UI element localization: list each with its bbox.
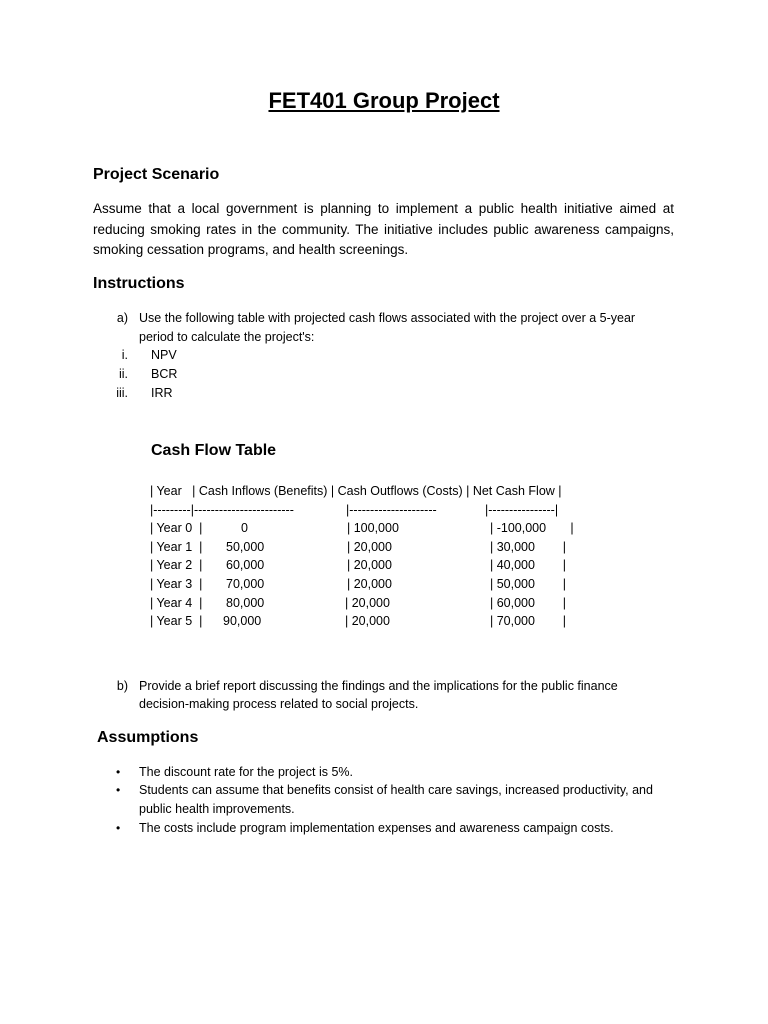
instruction-a-line2: period to calculate the project's:	[139, 330, 315, 344]
page-title: FET401 Group Project	[268, 88, 500, 113]
list-marker-ii: ii.	[118, 367, 128, 381]
table-separator-row	[150, 502, 559, 522]
year-cell: | Year 3 |	[150, 576, 203, 591]
net-cell: | 30,000 |	[490, 539, 566, 554]
year-cell: | Year 4 |	[150, 595, 203, 610]
scenario-heading: Project Scenario	[93, 166, 220, 183]
table-header-row	[150, 484, 562, 503]
table-row	[150, 558, 566, 577]
instruction-b-line1: Provide a brief report discussing the findings and the implications for the public finance	[139, 679, 618, 693]
assumptions-heading: Assumptions	[97, 729, 199, 746]
year-cell: | Year 0 |	[150, 521, 203, 536]
year-cell: | Year 2 |	[150, 558, 203, 573]
sub-item-npv: NPV	[151, 348, 177, 362]
outflow-cell: | 20,000	[345, 614, 390, 629]
instruction-a-line1: Use the following table with projected cash flows associated with the project over a 5-year	[139, 311, 636, 325]
net-cell: | 50,000 |	[490, 576, 566, 591]
cash-flow-table	[150, 484, 574, 633]
bullet-icon: •	[116, 765, 121, 779]
year-cell: | Year 1 |	[150, 539, 203, 554]
outflow-cell: | 20,000	[345, 595, 390, 610]
year-cell: | Year 5 |	[150, 614, 203, 629]
cash-flow-heading: Cash Flow Table	[151, 442, 277, 459]
net-cell: | 60,000 |	[490, 595, 566, 610]
outflow-cell: | 20,000	[347, 558, 392, 573]
list-marker-b: b)	[116, 679, 128, 693]
instructions-heading: Instructions	[93, 275, 185, 292]
bullet-icon: •	[116, 821, 121, 835]
inflow-cell: 50,000	[226, 539, 265, 554]
sub-item-irr: IRR	[151, 386, 173, 400]
separator-col2: |---------------------	[346, 502, 437, 517]
table-row	[150, 521, 574, 540]
inflow-cell: 0	[241, 521, 248, 536]
table-row	[150, 539, 566, 559]
table-row	[150, 595, 566, 615]
table-row	[150, 576, 566, 596]
sub-item-bcr: BCR	[151, 367, 178, 381]
assumption-2-line2: public health improvements.	[139, 802, 295, 816]
separator-col3: |----------------|	[485, 502, 559, 517]
assumption-2-line1: Students can assume that benefits consist of health care savings, increased productivity, and	[139, 783, 653, 797]
bullet-icon: •	[116, 783, 121, 797]
outflow-cell: | 100,000	[347, 521, 399, 536]
net-cell: | 70,000 |	[490, 614, 566, 629]
list-marker-i: i.	[121, 348, 128, 362]
inflow-cell: 90,000	[223, 614, 262, 629]
inflow-cell: 70,000	[226, 576, 265, 591]
net-cell: | -100,000 |	[490, 521, 574, 536]
net-cell: | 40,000 |	[490, 558, 566, 573]
assumption-3: The costs include program implementation expenses and awareness campaign costs.	[139, 821, 614, 835]
inflow-cell: 80,000	[226, 595, 265, 610]
assumption-1: The discount rate for the project is 5%.	[139, 765, 353, 779]
list-marker-iii: iii.	[116, 386, 128, 400]
list-marker-a: a)	[116, 311, 128, 325]
outflow-cell: | 20,000	[347, 576, 392, 591]
separator-col1: |---------|------------------------	[150, 502, 294, 517]
outflow-cell: | 20,000	[347, 539, 392, 554]
table-header-text: | Year | Cash Inflows (Benefits) | Cash Outflows (Costs) | Net Cash Flow |	[150, 484, 562, 498]
scenario-paragraph: Assume that a local government is planning to implement a public health initiative aimed at reducing smoking rates in the community. The initiative includes public awareness campaigns, smoking cessation programs, and health screenings.	[93, 201, 674, 257]
inflow-cell: 60,000	[226, 558, 265, 573]
table-row	[150, 614, 566, 633]
instruction-b-line2: decision-making process related to social projects.	[139, 697, 419, 711]
